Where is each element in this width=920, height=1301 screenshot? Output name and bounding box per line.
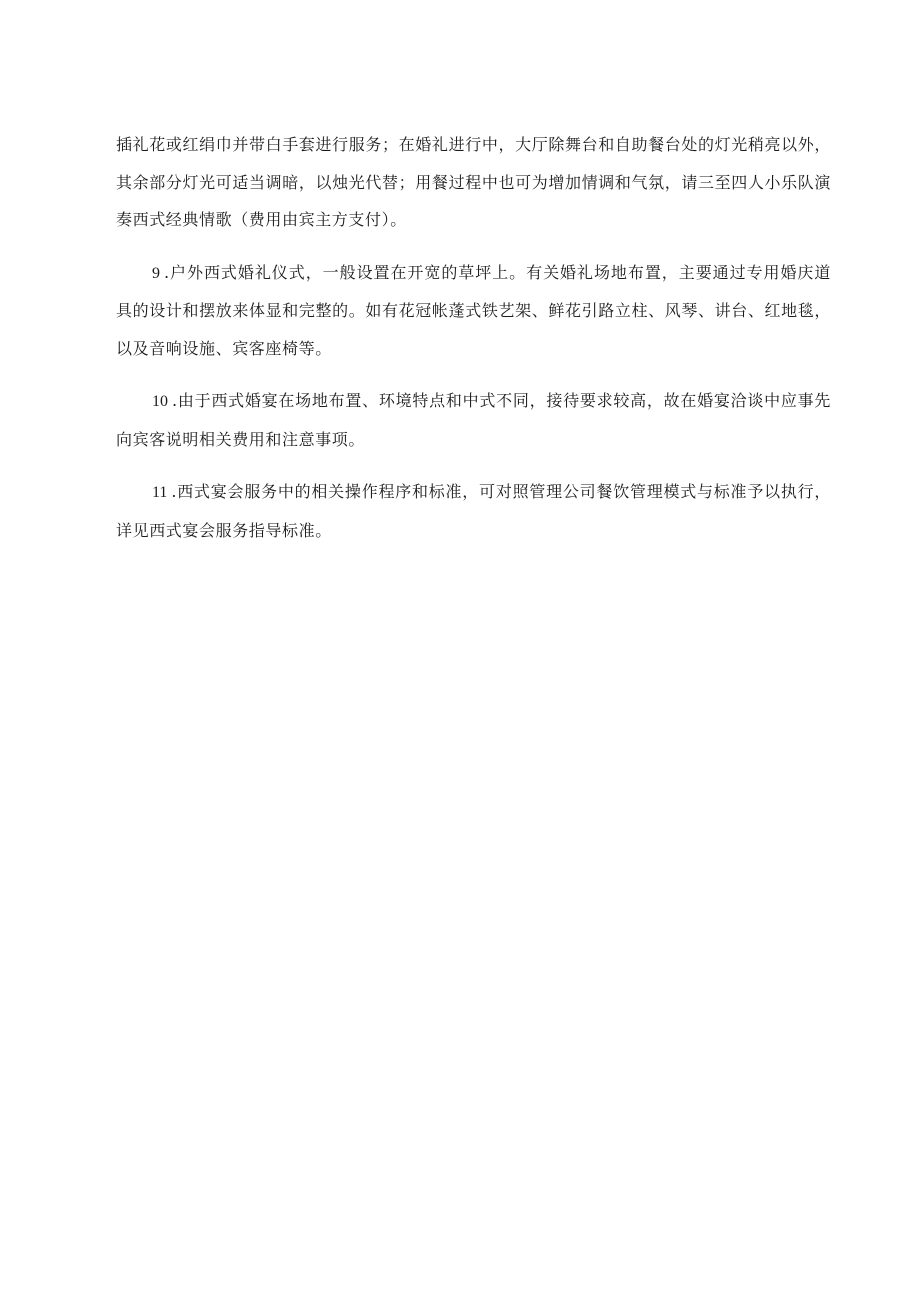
item-number: 10 xyxy=(152,393,168,410)
paragraph-text: .西式宴会服务中的相关操作程序和标准，可对照管理公司餐饮管理模式与标准予以执行，详见西式宴会服务指导标准。 xyxy=(116,482,831,540)
paragraph-item-9 xyxy=(116,254,831,368)
paragraph-text: .由于西式婚宴在场地布置、环境特点和中式不同，接待要求较高，故在婚宴洽谈中应事先向宾客说明相关费用和注意事项。 xyxy=(116,391,831,449)
document-body xyxy=(116,126,831,564)
item-number: 9 xyxy=(152,264,160,282)
paragraph-item-11 xyxy=(116,473,831,549)
paragraph-text: .户外西式婚礼仪式，一般设置在开宽的草坪上。有关婚礼场地布置，主要通过专用婚庆道具的设计和摆放来体显和完整的。如有花冠帐蓬式铁艺架、鲜花引路立柱、风琴、讲台、红地毯，以及音响设施、宾客座椅等。 xyxy=(116,262,831,358)
paragraph-item-10 xyxy=(116,382,831,458)
paragraph-continued xyxy=(116,126,831,239)
item-number: 11 xyxy=(152,484,168,501)
paragraph-text: 插礼花或红绢巾并带白手套进行服务；在婚礼进行中，大厅除舞台和自助餐台处的灯光稍亮以外，其余部分灯光可适当调暗，以烛光代替；用餐过程中也可为增加情调和气氛，请三至四人小乐队演奏西式经典情歌（费用由宾主方支付）。 xyxy=(116,135,831,229)
